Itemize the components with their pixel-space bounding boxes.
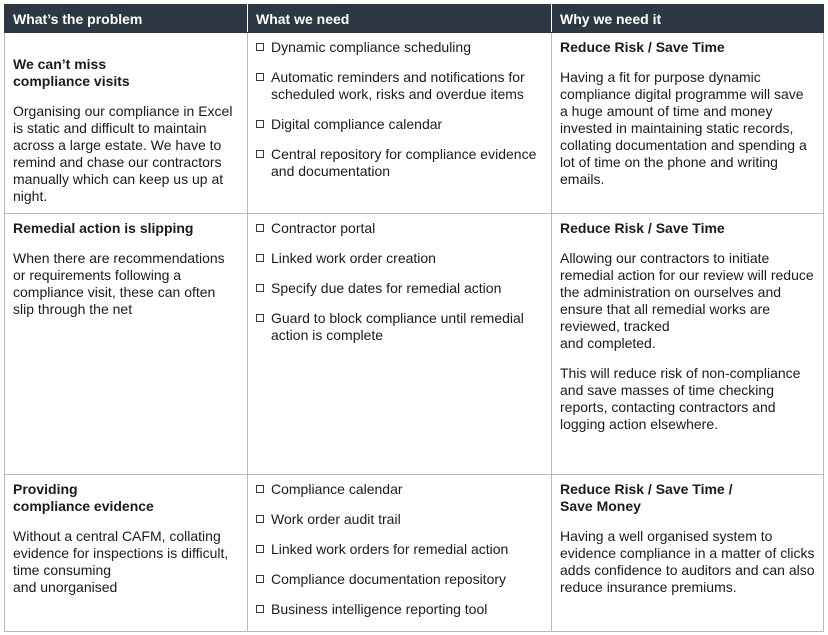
need-item xyxy=(256,69,543,103)
checkbox-icon xyxy=(256,254,264,262)
checkbox-icon xyxy=(256,224,264,232)
reason-paragraph: Having a well organised system to evidence compliance in a matter of clicks adds confidence to auditors and can also reduce insurance premiums. xyxy=(560,528,815,595)
problem-text: When there are recommendations or requirements following a compliance visit, these can often slip through the net xyxy=(13,250,225,317)
checkbox-icon xyxy=(256,575,264,583)
reason-paragraph: Allowing our contractors to initiate remedial action for our review will reduce the administration on ourselves and ensure that all remedial works are reviewed, tracked and completed. xyxy=(560,250,814,351)
checkbox-icon xyxy=(256,485,264,493)
reason-cell xyxy=(552,33,824,214)
problem-text: Without a central CAFM, collating evidence for inspections is difficult, time consuming and unorganised xyxy=(13,528,229,595)
problem-title-text: We can’t miss compliance visits xyxy=(13,56,130,89)
problem-title xyxy=(13,39,239,90)
need-cell xyxy=(248,33,552,214)
need-item-label: Specify due dates for remedial action xyxy=(271,280,502,296)
reason-paragraph: Having a fit for purpose dynamic compliance digital programme will save a huge amount of time and money invested in maintaining static records, collating documentation and spending a lot of time on the phone and writing emails. xyxy=(560,69,807,187)
need-item-label: Dynamic compliance scheduling xyxy=(271,39,471,55)
reason-cell xyxy=(552,475,824,632)
need-item-label: Compliance documentation repository xyxy=(271,571,507,587)
need-cell xyxy=(248,475,552,632)
need-item xyxy=(256,220,543,237)
need-item xyxy=(256,250,543,267)
reason-title: Reduce Risk / Save Time xyxy=(560,220,725,236)
need-item-label: Central repository for compliance evidence and documentation xyxy=(271,146,537,179)
need-item xyxy=(256,541,543,558)
need-item-label: Business intelligence reporting tool xyxy=(271,601,488,617)
need-item xyxy=(256,310,543,344)
need-item-label: Work order audit trail xyxy=(271,511,401,527)
checkbox-icon xyxy=(256,545,264,553)
checkbox-icon xyxy=(256,284,264,292)
need-cell xyxy=(248,214,552,475)
problem-cell xyxy=(5,33,248,214)
reason-title: Reduce Risk / Save Time xyxy=(560,39,725,55)
table-row xyxy=(5,214,824,475)
need-item xyxy=(256,39,543,56)
checkbox-icon xyxy=(256,605,264,613)
problem-cell xyxy=(5,475,248,632)
need-item xyxy=(256,116,543,133)
need-list xyxy=(256,39,543,180)
problem-title: Remedial action is slipping xyxy=(13,220,194,236)
checkbox-icon xyxy=(256,73,264,81)
reason-cell xyxy=(552,214,824,475)
table-row xyxy=(5,475,824,632)
need-item xyxy=(256,511,543,528)
need-item xyxy=(256,601,543,618)
need-list xyxy=(256,220,543,344)
need-item-label: Contractor portal xyxy=(271,220,376,236)
header-need: What we need xyxy=(248,5,552,33)
reason-paragraph: This will reduce risk of non-compliance and save masses of time checking reports, contacting contractors and logging action elsewhere. xyxy=(560,365,801,432)
checkbox-icon xyxy=(256,150,264,158)
need-item xyxy=(256,481,543,498)
need-item-label: Digital compliance calendar xyxy=(271,116,443,132)
need-item xyxy=(256,280,543,297)
header-problem: What’s the problem xyxy=(5,5,248,33)
need-item xyxy=(256,146,543,180)
checkbox-icon xyxy=(256,120,264,128)
problem-title: Providing compliance evidence xyxy=(13,481,154,514)
reason-title: Reduce Risk / Save Time / Save Money xyxy=(560,481,733,514)
need-item-label: Compliance calendar xyxy=(271,481,403,497)
checkbox-icon xyxy=(256,515,264,523)
need-item-label: Linked work order creation xyxy=(271,250,436,266)
need-item-label: Linked work orders for remedial action xyxy=(271,541,509,557)
need-item xyxy=(256,571,543,588)
problem-text: Organising our compliance in Excel is static and difficult to maintain across a large estate. We have to remind and chase our contractors manually which can keep us up at night. xyxy=(13,103,233,204)
checkbox-icon xyxy=(256,43,264,51)
requirements-table xyxy=(4,4,824,632)
checkbox-icon xyxy=(256,314,264,322)
need-item-label: Guard to block compliance until remedial action is complete xyxy=(271,310,524,343)
header-why: Why we need it xyxy=(552,5,824,33)
header-row xyxy=(5,5,824,33)
need-item-label: Automatic reminders and notifications for scheduled work, risks and overdue items xyxy=(271,69,525,102)
table-row xyxy=(5,33,824,214)
need-list xyxy=(256,481,543,618)
problem-cell xyxy=(5,214,248,475)
